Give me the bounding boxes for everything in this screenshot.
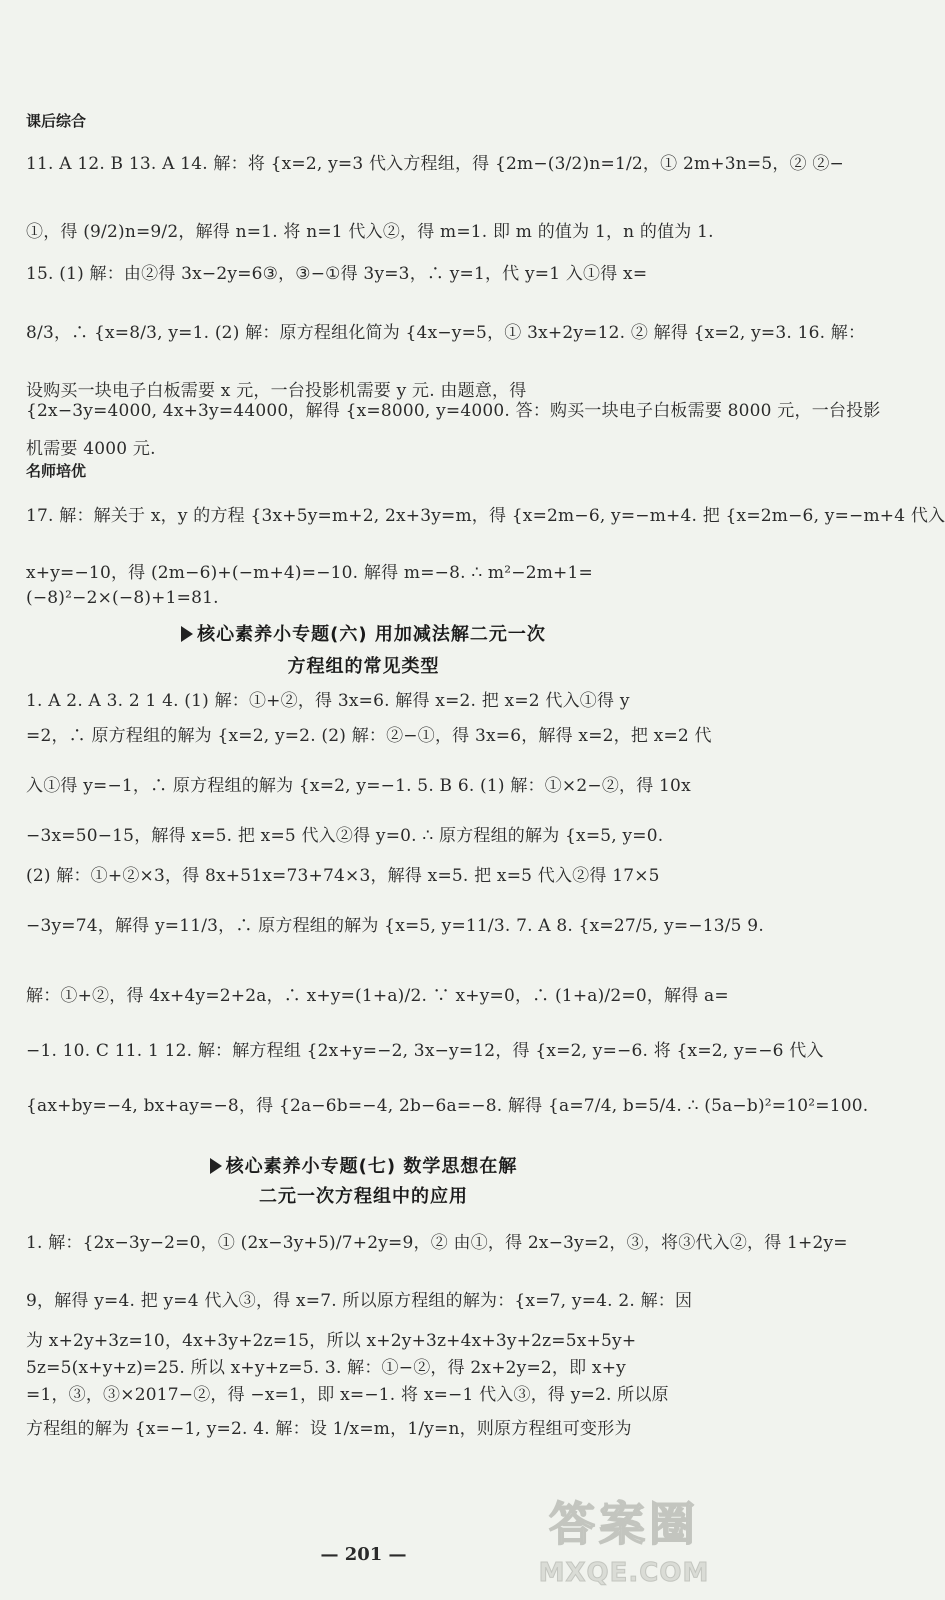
- topic-title-6: [0, 620, 727, 646]
- watermark-logo: [535, 1488, 713, 1592]
- text-line: 17. 解：解关于 x，y 的方程 {3x+5y=m+2, 2x+3y=m，得 {x=2m−6, y=−m+4. 把 {x=2m−6, y=−m+4 代入: [26, 506, 945, 526]
- text-line: ①，得 (9/2)n=9/2，解得 n=1. 将 n=1 代入②，得 m=1. 即 m 的值为 1，n 的值为 1.: [26, 222, 714, 242]
- text-line: =1，③，③×2017−②，得 −x=1，即 x=−1. 将 x=−1 代入③，得 y=2. 所以原: [26, 1385, 669, 1405]
- text-line: 入①得 y=−1，∴ 原方程组的解为 {x=2, y=−1. 5. B 6. (1) 解：①×2−②，得 10x: [26, 776, 691, 796]
- text-line: 1. 解：{2x−3y−2=0，① (2x−3y+5)/7+2y=9，② 由①，得 2x−3y=2，③，将③代入②，得 1+2y=: [26, 1233, 848, 1253]
- text-line: 1. A 2. A 3. 2 1 4. (1) 解：①+②，得 3x=6. 解得 x=2. 把 x=2 代入①得 y: [26, 691, 630, 711]
- text-line: 15. (1) 解：由②得 3x−2y=6③，③−①得 3y=3，∴ y=1，代 y=1 入①得 x=: [26, 264, 648, 284]
- text-line: 为 x+2y+3z=10，4x+3y+2z=15，所以 x+2y+3z+4x+3y+2z=5x+5y+: [26, 1331, 637, 1351]
- text-line: 方程组的解为 {x=−1, y=2. 4. 解：设 1/x=m，1/y=n，则原方程组可变形为: [26, 1419, 632, 1439]
- topic-title-6-line2: 方程组的常见类型: [287, 656, 440, 677]
- text-line: 设购买一块电子白板需要 x 元，一台投影机需要 y 元. 由题意，得: [26, 381, 527, 401]
- topic-title-7-line2: 二元一次方程组中的应用: [259, 1186, 468, 1207]
- text-line: {2x−3y=4000, 4x+3y=44000，解得 {x=8000, y=4000. 答：购买一块电子白板需要 8000 元，一台投影: [26, 401, 881, 421]
- triangle-marker-icon: [210, 1158, 222, 1174]
- text-line: −3x=50−15，解得 x=5. 把 x=5 代入②得 y=0. ∴ 原方程组的解为 {x=5, y=0.: [26, 826, 664, 846]
- topic-title-6-line1: 核心素养小专题(六) 用加减法解二元一次: [197, 624, 546, 645]
- text-line: 8/3，∴ {x=8/3, y=1. (2) 解：原方程组化简为 {4x−y=5，① 3x+2y=12. ② 解得 {x=2, y=3. 16. 解：: [26, 323, 866, 343]
- text-line: {ax+by=−4, bx+ay=−8，得 {2a−6b=−4, 2b−6a=−8. 解得 {a=7/4, b=5/4. ∴ (5a−b)²=10²=100.: [26, 1096, 869, 1116]
- text-line: 解：①+②，得 4x+4y=2+2a，∴ x+y=(1+a)/2. ∵ x+y=0，∴ (1+a)/2=0，解得 a=: [26, 986, 729, 1006]
- text-line: 5z=5(x+y+z)=25. 所以 x+y+z=5. 3. 解：①−②，得 2x+2y=2，即 x+y: [26, 1358, 626, 1378]
- text-line: =2，∴ 原方程组的解为 {x=2, y=2. (2) 解：②−①，得 3x=6，解得 x=2，把 x=2 代: [26, 726, 712, 746]
- watermark-url: MXQE.COM: [538, 1558, 710, 1588]
- text-line: (2) 解：①+②×3，得 8x+51x=73+74×3，解得 x=5. 把 x=5 代入②得 17×5: [26, 866, 660, 886]
- section-heading-kehou: 课后综合: [26, 112, 87, 130]
- page-number: — 201 —: [320, 1544, 407, 1565]
- triangle-marker-icon: [181, 626, 193, 642]
- text-line: x+y=−10，得 (2m−6)+(−m+4)=−10. 解得 m=−8. ∴ m²−2m+1=: [26, 563, 593, 583]
- text-line: 机需要 4000 元.: [26, 439, 156, 459]
- watermark-text: 答案圈: [549, 1497, 699, 1551]
- text-line: 11. A 12. B 13. A 14. 解：将 {x=2, y=3 代入方程组，得 {2m−(3/2)n=1/2，① 2m+3n=5，② ②−: [26, 154, 844, 174]
- text-line: −3y=74，解得 y=11/3，∴ 原方程组的解为 {x=5, y=11/3. 7. A 8. {x=27/5, y=−13/5 9.: [26, 916, 764, 936]
- text-line: (−8)²−2×(−8)+1=81.: [26, 588, 219, 608]
- topic-title-7-line1: 核心素养小专题(七) 数学思想在解: [225, 1156, 518, 1177]
- topic-title-7: [0, 1152, 727, 1178]
- section-heading-mingshi: 名师培优: [26, 462, 87, 480]
- text-line: −1. 10. C 11. 1 12. 解：解方程组 {2x+y=−2, 3x−y=12，得 {x=2, y=−6. 将 {x=2, y=−6 代入: [26, 1041, 824, 1061]
- text-line: 9，解得 y=4. 把 y=4 代入③，得 x=7. 所以原方程组的解为：{x=7, y=4. 2. 解：因: [26, 1291, 693, 1311]
